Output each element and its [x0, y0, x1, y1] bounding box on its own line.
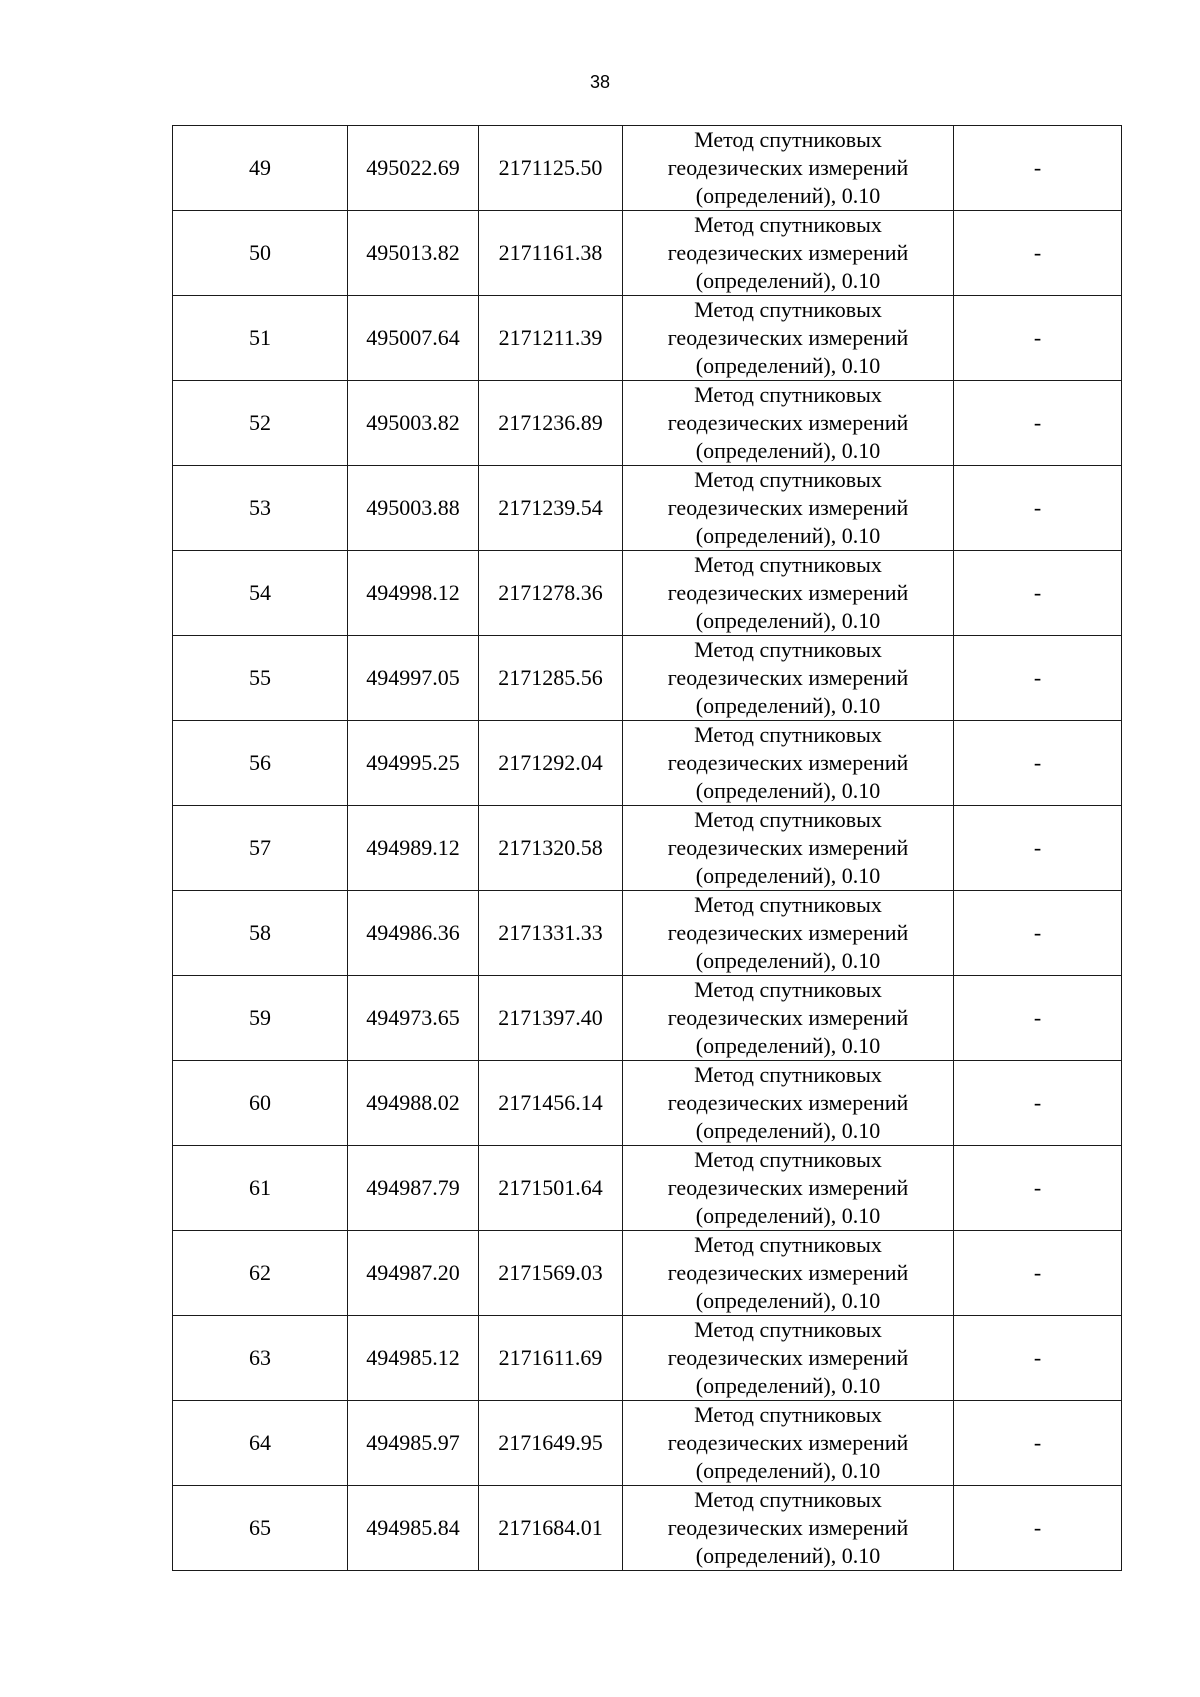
- y-coordinate-cell: 2171684.01: [479, 1486, 623, 1571]
- y-coordinate-cell: 2171278.36: [479, 551, 623, 636]
- table-row: [173, 891, 1122, 976]
- method-line: (определений), 0.10: [695, 1203, 881, 1228]
- y-coordinate-cell: 2171161.38: [479, 211, 623, 296]
- method-line: (определений), 0.10: [695, 1543, 881, 1568]
- method-line: геодезических измерений: [667, 155, 909, 180]
- table-row: [173, 1061, 1122, 1146]
- x-coordinate-cell: 494987.20: [348, 1231, 479, 1316]
- method-line: (определений), 0.10: [695, 948, 881, 973]
- method-line: геодезических измерений: [667, 1090, 909, 1115]
- point-number-cell: 56: [173, 721, 348, 806]
- method-line: геодезических измерений: [667, 495, 909, 520]
- description-cell: -: [954, 296, 1122, 381]
- method-cell: [623, 381, 954, 466]
- y-coordinate-cell: 2171292.04: [479, 721, 623, 806]
- method-cell: [623, 636, 954, 721]
- method-cell: [623, 211, 954, 296]
- description-cell: -: [954, 721, 1122, 806]
- y-coordinate-cell: 2171239.54: [479, 466, 623, 551]
- method-cell: [623, 1401, 954, 1486]
- description-cell: -: [954, 1401, 1122, 1486]
- method-line: геодезических измерений: [667, 240, 909, 265]
- method-line: Метод спутниковых: [694, 1062, 882, 1087]
- method-line: Метод спутниковых: [694, 807, 882, 832]
- point-number-cell: 62: [173, 1231, 348, 1316]
- coordinates-table: [172, 125, 1122, 1571]
- point-number-cell: 61: [173, 1146, 348, 1231]
- method-line: (определений), 0.10: [695, 268, 881, 293]
- x-coordinate-cell: 494987.79: [348, 1146, 479, 1231]
- x-coordinate-cell: 494988.02: [348, 1061, 479, 1146]
- description-cell: -: [954, 1486, 1122, 1571]
- method-cell: [623, 296, 954, 381]
- description-cell: -: [954, 976, 1122, 1061]
- description-cell: -: [954, 466, 1122, 551]
- method-line: (определений), 0.10: [695, 1033, 881, 1058]
- page-number: 38: [589, 72, 611, 92]
- point-number-cell: 60: [173, 1061, 348, 1146]
- method-line: геодезических измерений: [667, 1260, 909, 1285]
- point-number-cell: 64: [173, 1401, 348, 1486]
- table-row: [173, 211, 1122, 296]
- table-row: [173, 126, 1122, 211]
- y-coordinate-cell: 2171211.39: [479, 296, 623, 381]
- table-row: [173, 636, 1122, 721]
- x-coordinate-cell: 494985.12: [348, 1316, 479, 1401]
- coordinates-table-body: [173, 126, 1122, 1571]
- method-line: (определений), 0.10: [695, 183, 881, 208]
- description-cell: -: [954, 1146, 1122, 1231]
- point-number-cell: 53: [173, 466, 348, 551]
- method-cell: [623, 806, 954, 891]
- description-cell: -: [954, 1231, 1122, 1316]
- point-number-cell: 51: [173, 296, 348, 381]
- description-cell: -: [954, 891, 1122, 976]
- y-coordinate-cell: 2171649.95: [479, 1401, 623, 1486]
- x-coordinate-cell: 495003.82: [348, 381, 479, 466]
- y-coordinate-cell: 2171501.64: [479, 1146, 623, 1231]
- method-line: (определений), 0.10: [695, 1118, 881, 1143]
- method-line: геодезических измерений: [667, 835, 909, 860]
- description-cell: -: [954, 551, 1122, 636]
- table-row: [173, 976, 1122, 1061]
- method-line: геодезических измерений: [667, 580, 909, 605]
- point-number-cell: 58: [173, 891, 348, 976]
- method-line: (определений), 0.10: [695, 438, 881, 463]
- y-coordinate-cell: 2171611.69: [479, 1316, 623, 1401]
- description-cell: -: [954, 381, 1122, 466]
- table-row: [173, 466, 1122, 551]
- y-coordinate-cell: 2171331.33: [479, 891, 623, 976]
- y-coordinate-cell: 2171456.14: [479, 1061, 623, 1146]
- point-number-cell: 52: [173, 381, 348, 466]
- y-coordinate-cell: 2171397.40: [479, 976, 623, 1061]
- method-line: (определений), 0.10: [695, 1458, 881, 1483]
- description-cell: -: [954, 126, 1122, 211]
- method-line: Метод спутниковых: [694, 1487, 882, 1512]
- table-row: [173, 806, 1122, 891]
- table-row: [173, 381, 1122, 466]
- point-number-cell: 50: [173, 211, 348, 296]
- x-coordinate-cell: 495022.69: [348, 126, 479, 211]
- method-line: Метод спутниковых: [694, 297, 882, 322]
- y-coordinate-cell: 2171569.03: [479, 1231, 623, 1316]
- x-coordinate-cell: 494986.36: [348, 891, 479, 976]
- x-coordinate-cell: 495013.82: [348, 211, 479, 296]
- table-row: [173, 1146, 1122, 1231]
- x-coordinate-cell: 494998.12: [348, 551, 479, 636]
- method-line: (определений), 0.10: [695, 693, 881, 718]
- x-coordinate-cell: 494985.84: [348, 1486, 479, 1571]
- method-line: Метод спутниковых: [694, 892, 882, 917]
- method-line: Метод спутниковых: [694, 1317, 882, 1342]
- method-cell: [623, 891, 954, 976]
- method-line: (определений), 0.10: [695, 353, 881, 378]
- method-line: Метод спутниковых: [694, 977, 882, 1002]
- table-row: [173, 1486, 1122, 1571]
- method-line: геодезических измерений: [667, 1175, 909, 1200]
- method-line: геодезических измерений: [667, 1515, 909, 1540]
- method-cell: [623, 1486, 954, 1571]
- method-cell: [623, 1316, 954, 1401]
- x-coordinate-cell: 495007.64: [348, 296, 479, 381]
- method-line: Метод спутниковых: [694, 127, 882, 152]
- point-number-cell: 57: [173, 806, 348, 891]
- method-line: геодезических измерений: [667, 1345, 909, 1370]
- method-line: Метод спутниковых: [694, 212, 882, 237]
- method-line: Метод спутниковых: [694, 1232, 882, 1257]
- method-line: геодезических измерений: [667, 410, 909, 435]
- method-line: (определений), 0.10: [695, 863, 881, 888]
- x-coordinate-cell: 494995.25: [348, 721, 479, 806]
- method-cell: [623, 976, 954, 1061]
- method-cell: [623, 1146, 954, 1231]
- method-cell: [623, 1061, 954, 1146]
- method-cell: [623, 1231, 954, 1316]
- description-cell: -: [954, 211, 1122, 296]
- method-cell: [623, 466, 954, 551]
- point-number-cell: 54: [173, 551, 348, 636]
- table-row: [173, 1231, 1122, 1316]
- point-number-cell: 59: [173, 976, 348, 1061]
- method-cell: [623, 126, 954, 211]
- method-line: Метод спутниковых: [694, 722, 882, 747]
- method-line: (определений), 0.10: [695, 1373, 881, 1398]
- y-coordinate-cell: 2171125.50: [479, 126, 623, 211]
- method-line: геодезических измерений: [667, 325, 909, 350]
- point-number-cell: 55: [173, 636, 348, 721]
- table-row: [173, 1401, 1122, 1486]
- x-coordinate-cell: 494989.12: [348, 806, 479, 891]
- point-number-cell: 63: [173, 1316, 348, 1401]
- x-coordinate-cell: 494997.05: [348, 636, 479, 721]
- x-coordinate-cell: 494973.65: [348, 976, 479, 1061]
- point-number-cell: 49: [173, 126, 348, 211]
- table-row: [173, 721, 1122, 806]
- x-coordinate-cell: 494985.97: [348, 1401, 479, 1486]
- y-coordinate-cell: 2171236.89: [479, 381, 623, 466]
- method-line: (определений), 0.10: [695, 778, 881, 803]
- point-number-cell: 65: [173, 1486, 348, 1571]
- method-line: Метод спутниковых: [694, 382, 882, 407]
- method-line: геодезических измерений: [667, 750, 909, 775]
- method-line: геодезических измерений: [667, 920, 909, 945]
- method-line: Метод спутниковых: [694, 1402, 882, 1427]
- method-line: геодезических измерений: [667, 1005, 909, 1030]
- method-line: (определений), 0.10: [695, 523, 881, 548]
- description-cell: -: [954, 1316, 1122, 1401]
- description-cell: -: [954, 1061, 1122, 1146]
- method-line: Метод спутниковых: [694, 1147, 882, 1172]
- x-coordinate-cell: 495003.88: [348, 466, 479, 551]
- method-cell: [623, 721, 954, 806]
- table-row: [173, 296, 1122, 381]
- description-cell: -: [954, 636, 1122, 721]
- method-line: Метод спутниковых: [694, 552, 882, 577]
- y-coordinate-cell: 2171320.58: [479, 806, 623, 891]
- table-row: [173, 1316, 1122, 1401]
- method-line: геодезических измерений: [667, 1430, 909, 1455]
- method-line: (определений), 0.10: [695, 608, 881, 633]
- description-cell: -: [954, 806, 1122, 891]
- method-line: геодезических измерений: [667, 665, 909, 690]
- table-row: [173, 551, 1122, 636]
- method-line: (определений), 0.10: [695, 1288, 881, 1313]
- method-line: Метод спутниковых: [694, 637, 882, 662]
- y-coordinate-cell: 2171285.56: [479, 636, 623, 721]
- method-cell: [623, 551, 954, 636]
- method-line: Метод спутниковых: [694, 467, 882, 492]
